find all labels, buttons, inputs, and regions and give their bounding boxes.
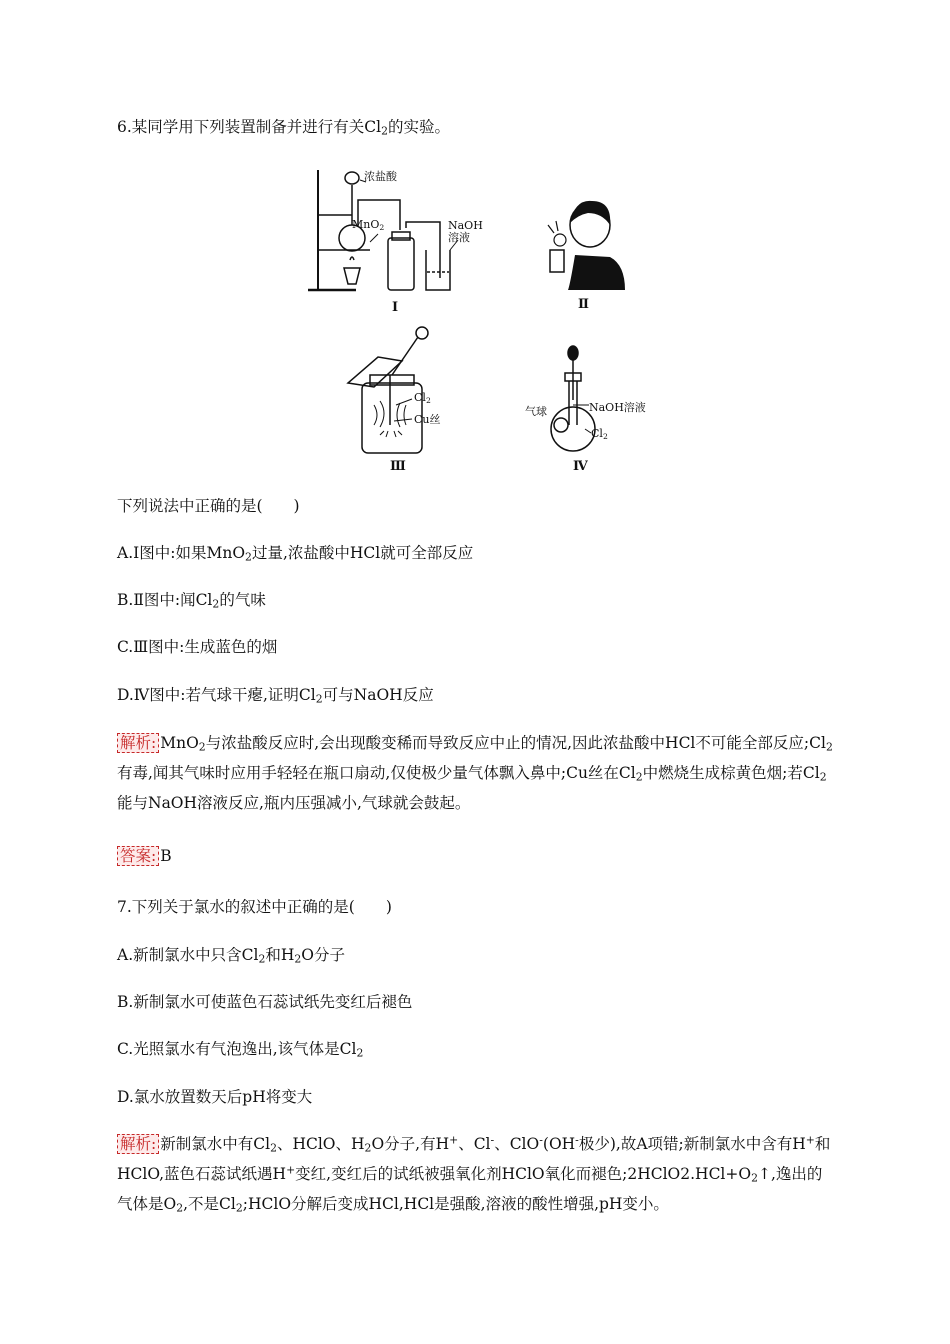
label-conc-hcl: 浓盐酸 (364, 170, 397, 183)
figure-II (530, 195, 630, 320)
q6-analysis: 解析: MnO$_2$与浓盐酸反应时,会出现酸变稀而导致反应中止的情况,因此浓盐酸中HCl不可能全部反应$;Cl_2$有毒,闻其气味时应用手轻轻在瓶口扇动,仅使极少量气体飘入鼻中;Cu丝在$Cl_2$中燃烧生成棕黄色烟;若$Cl_2$能与NaOH溶液反应,瓶内压强减小,气球就会鼓起。 (117, 734, 833, 812)
label-balloon: 气球 (525, 405, 547, 418)
label-cu-wire: Cu丝 (414, 413, 441, 426)
q7-option-b: B.新制氯水可使蓝色石蕊试纸先变红后褪色 (117, 993, 413, 1011)
q6-stem: 6.某同学用下列装置制备并进行有关$Cl_2$的实验。 (117, 118, 451, 138)
label-naoh-IV: NaOH溶液 (589, 401, 646, 414)
q7-option-d: D.氯水放置数天后pH将变大 (117, 1088, 313, 1106)
label-naoh-solution: NaOH 溶液 (448, 219, 483, 244)
figure-I-label: Ⅰ (392, 300, 399, 315)
q7-option-a: A.新制氯水中只含$Cl_2$和$H_2O$分子 (117, 946, 346, 966)
analysis-tag: 解析: (117, 733, 159, 753)
figure-I (300, 160, 483, 320)
analysis-tag-q7: 解析: (117, 1134, 159, 1154)
label-cl2-IV: $Cl_2$ (591, 427, 608, 441)
label-mno2: MnO$_2$ (352, 218, 385, 232)
q6-option-c: C.Ⅲ图中:生成蓝色的烟 (117, 638, 278, 656)
q6-option-b: B.Ⅱ图中:闻$Cl_2$的气味 (117, 591, 266, 611)
figure-IV-label: Ⅳ (573, 459, 588, 474)
q7-option-c: C.光照氯水有气泡逸出,该气体是$Cl_2$ (117, 1040, 364, 1060)
figure-IV (525, 345, 655, 480)
figure-II-label: Ⅱ (578, 297, 589, 312)
q7-stem: 7.下列关于氯水的叙述中正确的是( ) (117, 898, 392, 916)
figure-III-label: Ⅲ (390, 459, 406, 474)
figure-III (340, 325, 480, 480)
q6-option-a: A.Ⅰ图中:如果MnO$_2$过量,浓盐酸中HCl就可全部反应 (117, 544, 474, 564)
q7-analysis: 解析: 新制氯水中有$Cl_2$、HClO、$H_2O$分子,有H+、Cl-、ClO-(OH-极少),故A项错;新制氯水中含有H+和HClO,蓝色石蕊试纸遇H+变红,变红后的试纸被强氧化剂HClO氧化而褪色$;2HClO2.HCl+O_2↑$,逸出的气体是$O_2$,不是$Cl_2;HClO$分解后变成HCl,HCl是强酸,溶液的酸性增强,pH变小。 (117, 1133, 831, 1215)
q6-option-d: D.Ⅳ图中:若气球干瘪,证明$Cl_2$可与NaOH反应 (117, 686, 434, 706)
answer-tag: 答案: (117, 846, 159, 866)
q6-prompt: 下列说法中正确的是( ) (117, 497, 300, 515)
label-cl2-III: $Cl_2$ (414, 391, 431, 405)
q6-answer: 答案: B (117, 846, 172, 866)
